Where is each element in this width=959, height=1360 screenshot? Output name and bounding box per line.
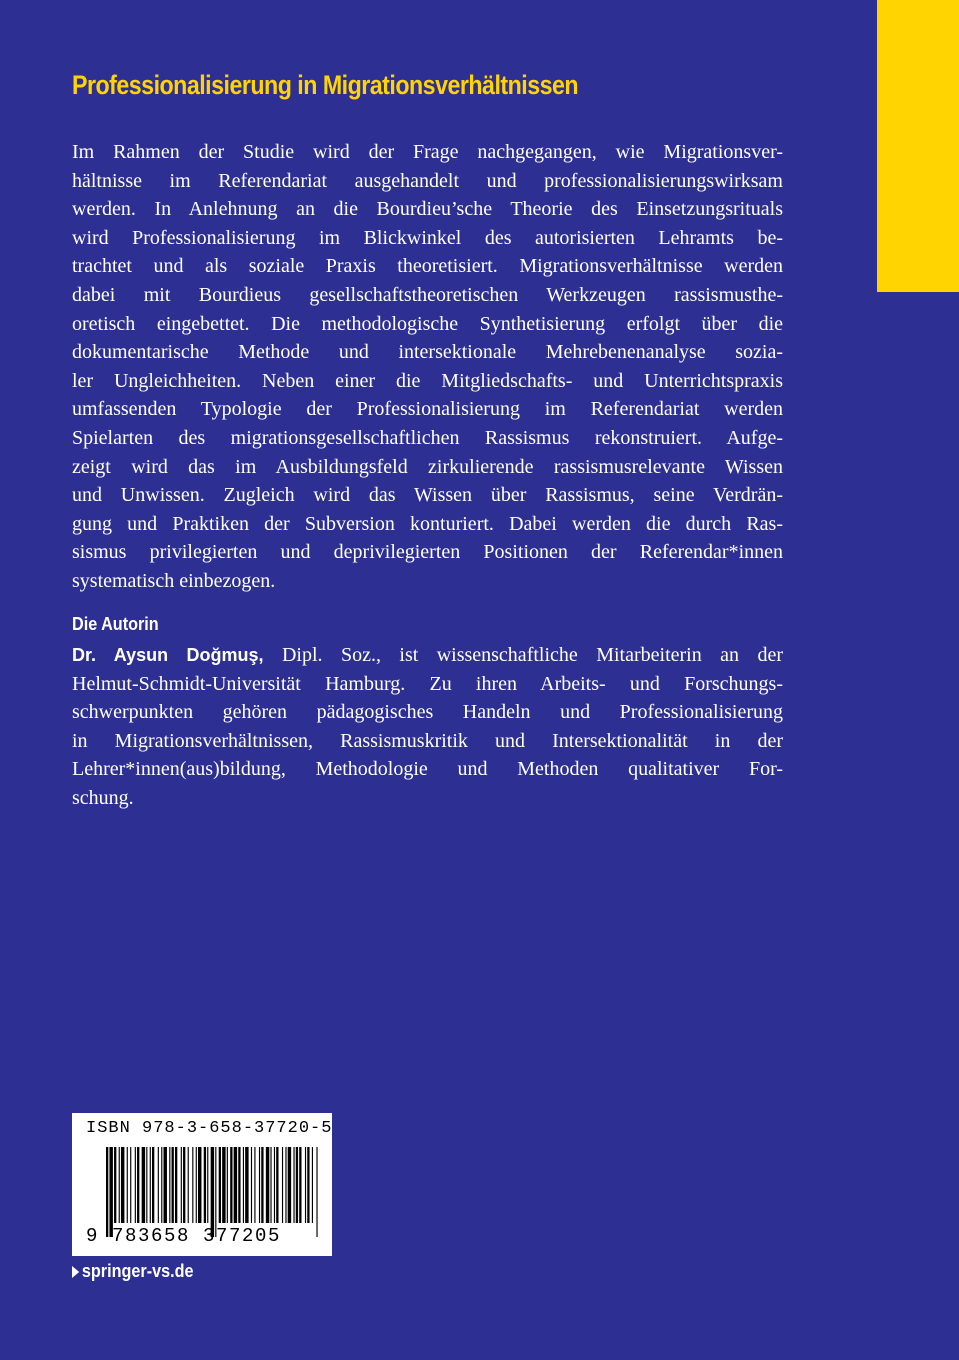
- barcode-bar: [266, 1147, 269, 1223]
- barcode-bar: [274, 1147, 275, 1223]
- barcode-bar: [150, 1147, 151, 1223]
- author-heading: Die Autorin: [72, 614, 159, 634]
- barcode-bar: [299, 1147, 301, 1223]
- author-bio-line: schung.: [72, 786, 134, 809]
- barcode-bar: [127, 1147, 128, 1223]
- author-bio-line: schwerpunkten gehören pädagogisches Handeln und Professionalisierung: [72, 701, 783, 724]
- barcode-bar: [188, 1147, 189, 1223]
- barcode-bar: [254, 1147, 255, 1223]
- barcode-bar: [169, 1147, 170, 1223]
- barcode-bar: [119, 1147, 120, 1223]
- barcode-bar: [261, 1147, 263, 1223]
- book-title: Professionalisierung in Migrationsverhältnissen: [72, 70, 579, 100]
- barcode-bar: [259, 1147, 260, 1223]
- author-bio-line: Helmut-Schmidt-Universität Hamburg. Zu ihren Arbeits- und Forschungs-: [72, 672, 783, 695]
- barcode-bar: [106, 1147, 108, 1237]
- barcode-bar: [172, 1147, 174, 1223]
- barcode-bar: [307, 1147, 309, 1223]
- barcode-bar: [207, 1147, 208, 1223]
- barcode-bar: [142, 1147, 145, 1223]
- abstract-line: Spielarten des migrationsgesellschaftlichen Rassismus rekonstruiert. Aufge-: [72, 426, 783, 449]
- barcode-bar: [109, 1147, 112, 1237]
- barcode-bar: [183, 1147, 185, 1223]
- abstract-line: und Unwissen. Zugleich wird das Wissen über Rassismus, seine Verdrän-: [72, 484, 783, 507]
- abstract-line: systematisch einbezogen.: [72, 569, 276, 592]
- barcode-bar: [161, 1147, 162, 1223]
- abstract-line: Im Rahmen der Studie wird der Frage nachgegangen, wie Migrationsver-: [72, 141, 783, 163]
- barcode-bar: [135, 1147, 136, 1223]
- barcode-bar: [121, 1147, 124, 1223]
- abstract-line: gung und Praktiken der Subversion konturiert. Dabei werden die durch Ras-: [72, 512, 783, 535]
- abstract-line: hältnisse im Referendariat ausgehandelt und professionalisierungswirksam: [72, 169, 783, 192]
- author-bio-line: in Migrationsverhältnissen, Rassismuskritik und Intersektionalität in der: [72, 729, 783, 752]
- author-bio-line: [72, 641, 783, 670]
- barcode-bar: [196, 1147, 197, 1223]
- barcode-bar: [270, 1147, 271, 1223]
- publisher-link[interactable]: [72, 1261, 194, 1282]
- barcode-bar: [285, 1147, 286, 1223]
- barcode-bar: [222, 1147, 225, 1223]
- barcode-bar: [227, 1147, 228, 1223]
- barcode-bar: [316, 1147, 317, 1237]
- play-arrow-icon: [72, 1266, 79, 1278]
- barcode-bar: [158, 1147, 159, 1223]
- isbn-barcode: [72, 1113, 332, 1256]
- barcode-bar: [204, 1147, 206, 1223]
- barcode-bar: [164, 1147, 167, 1223]
- barcode-bar: [293, 1147, 294, 1223]
- barcode-bar: [234, 1147, 237, 1223]
- abstract-line: werden. In Anlehnung an die Bourdieu’sche Theorie des Einsetzungsrituals: [72, 198, 783, 221]
- barcode-bar: [198, 1147, 201, 1223]
- abstract-line: dabei mit Bourdieus gesellschaftstheoretischen Werkzeugen rassismusthe-: [72, 283, 783, 306]
- barcode-bar: [312, 1147, 313, 1223]
- barcode-bar: [219, 1147, 221, 1223]
- barcode-bar: [192, 1147, 193, 1223]
- barcode-bar: [276, 1147, 278, 1223]
- author-bio: [72, 641, 783, 813]
- publisher-url: springer-vs.de: [81, 1261, 194, 1281]
- abstract-line: zeigt wird das im Ausbildungsfeld zirkulierende rassismusrelevante Wissen: [72, 455, 783, 478]
- barcode-bar: [251, 1147, 252, 1223]
- abstract-line: umfassenden Typologie der Professionalisierung im Referendariat werden: [72, 398, 783, 421]
- barcode-bar: [152, 1147, 154, 1223]
- barcode-digits: 9 783658 377205: [86, 1225, 282, 1247]
- barcode-bar: [137, 1147, 139, 1223]
- barcode-bar: [130, 1147, 131, 1223]
- author-name: Dr. Aysun Doğmuş,: [72, 645, 264, 665]
- barcode-bar: [181, 1147, 182, 1223]
- barcode-bar: [245, 1147, 248, 1223]
- abstract-line: wird Professionalisierung im Blickwinkel des autorisierten Lehramts be-: [72, 226, 783, 249]
- barcode-bar: [305, 1147, 306, 1223]
- abstract-line: oretisch eingebettet. Die methodologische Synthetisierung erfolgt über die: [72, 312, 783, 335]
- barcode-bar: [211, 1147, 214, 1237]
- barcode-bar: [114, 1147, 116, 1223]
- abstract-line: trachtet und als soziale Praxis theoretisiert. Migrationsverhältnisse werden: [72, 255, 783, 278]
- barcode-bar: [282, 1147, 283, 1223]
- barcode-bar: [238, 1147, 240, 1223]
- barcode-bar: [215, 1147, 216, 1237]
- yellow-accent-bar: [877, 0, 959, 292]
- barcode-bar: [230, 1147, 232, 1223]
- abstract-line: ler Ungleichheiten. Neben einer die Mitgliedschafts- und Unterrichtspraxis: [72, 369, 783, 392]
- isbn-text: ISBN 978-3-658-37720-5: [86, 1119, 333, 1138]
- barcode-bar: [175, 1147, 177, 1223]
- barcode-bar: [243, 1147, 244, 1223]
- author-bio-first-line: Dipl. Soz., ist wissenschaftliche Mitarbeiterin an der: [263, 644, 783, 666]
- barcode-bar: [288, 1147, 291, 1223]
- author-bio-line: Lehrer*innen(aus)bildung, Methodologie und Methoden qualitativer For-: [72, 758, 783, 781]
- barcode-bar: [146, 1147, 147, 1223]
- abstract: [72, 138, 783, 596]
- barcode-bar: [296, 1147, 298, 1223]
- abstract-line: dokumentarische Methode und intersektionale Mehrebenenanalyse sozia-: [72, 341, 783, 364]
- abstract-line: sismus privilegierten und deprivilegierten Positionen der Referendar*innen: [72, 541, 783, 564]
